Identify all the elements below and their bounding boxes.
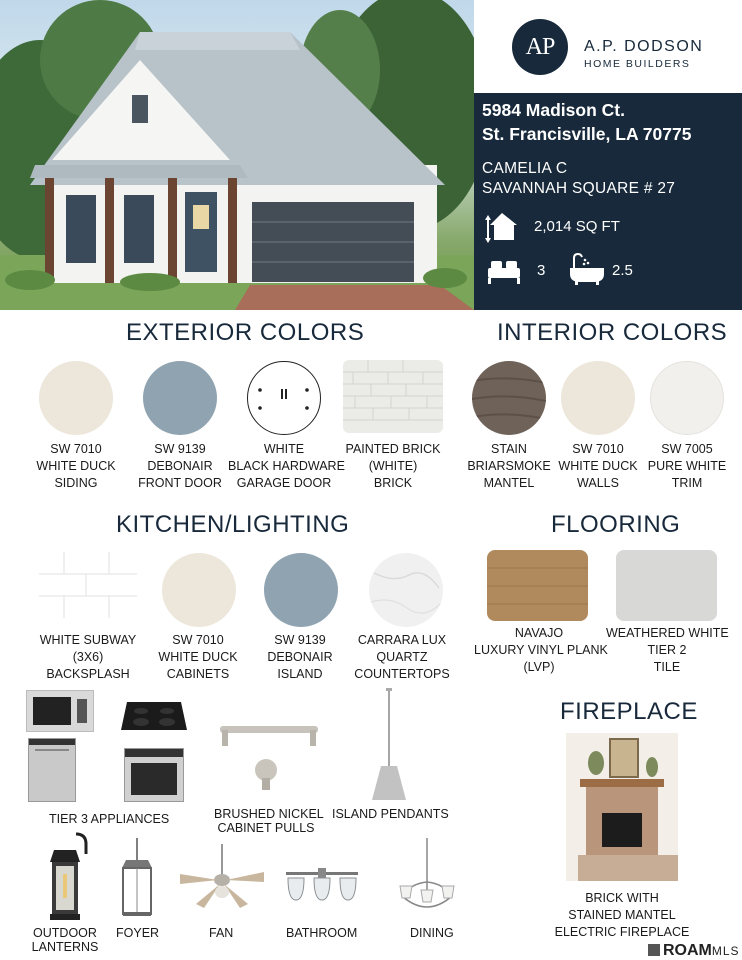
plan-name: CAMELIA C bbox=[482, 160, 568, 177]
label-countertops: CARRARA LUX QUARTZ COUNTERTOPS bbox=[354, 633, 450, 681]
flooring-title: FLOORING bbox=[551, 511, 681, 538]
label-walls: SW 7010 WHITE DUCK WALLS bbox=[558, 442, 638, 490]
swatch-debonair-front-door bbox=[143, 361, 217, 435]
house-illustration bbox=[0, 0, 474, 310]
mls-logo-icon bbox=[648, 944, 660, 956]
roam-mls-watermark: ROAMMLS bbox=[648, 942, 740, 960]
brand-logo: AP bbox=[512, 19, 568, 75]
label-front-door: SW 9139 DEBONAIR FRONT DOOR bbox=[138, 442, 222, 490]
swatch-briarsmoke-stain bbox=[472, 361, 546, 435]
lanterns-caption: OUTDOOR LANTERNS bbox=[31, 926, 99, 954]
interior-colors-title: INTERIOR COLORS bbox=[497, 319, 728, 346]
swatch-white-duck-siding bbox=[39, 361, 113, 435]
house-sqft-icon bbox=[484, 210, 520, 249]
cabinet-pull-icon bbox=[218, 720, 320, 748]
swatch-pure-white-trim bbox=[650, 361, 724, 435]
label-tile: WEATHERED WHITE TIER 2 TILE bbox=[606, 626, 729, 674]
label-lvp: NAVAJO LUXURY VINYL PLANK (LVP) bbox=[474, 626, 608, 674]
address-line-1: 5984 Madison Ct. bbox=[482, 100, 625, 120]
swatch-weathered-white-tile bbox=[616, 550, 717, 621]
dining-chandelier-icon bbox=[396, 838, 458, 918]
label-garage-door: WHITE BLACK HARDWARE GARAGE DOOR bbox=[228, 442, 345, 490]
fan-caption: FAN bbox=[209, 926, 234, 940]
dining-caption: DINING bbox=[410, 926, 454, 940]
swatch-carrara-quartz bbox=[369, 553, 443, 627]
house-photo bbox=[0, 0, 474, 310]
swatch-white-duck-cabinets bbox=[162, 553, 236, 627]
hardware-icon bbox=[248, 362, 319, 433]
label-brick: PAINTED BRICK (WHITE) BRICK bbox=[345, 442, 441, 490]
bathroom-caption: BATHROOM bbox=[286, 926, 358, 940]
bathtub-icon bbox=[568, 252, 606, 291]
appliances-caption: TIER 3 APPLIANCES bbox=[49, 812, 170, 826]
label-mantel: STAIN BRIARSMOKE MANTEL bbox=[467, 442, 551, 490]
bed-icon bbox=[486, 258, 522, 291]
wall-oven-icon bbox=[124, 748, 184, 802]
label-siding: SW 7010 WHITE DUCK SIDING bbox=[36, 442, 116, 490]
outdoor-lantern-icon bbox=[40, 832, 90, 924]
address-line-2: St. Francisville, LA 70775 bbox=[482, 124, 692, 144]
swatch-navajo-lvp bbox=[487, 550, 588, 621]
swatch-white-garage-door bbox=[247, 361, 321, 435]
pendant-light-icon bbox=[370, 688, 408, 802]
microwave-icon bbox=[26, 690, 94, 732]
pendants-caption: ISLAND PENDANTS bbox=[332, 807, 449, 821]
exterior-colors-title: EXTERIOR COLORS bbox=[126, 319, 365, 346]
foyer-caption: FOYER bbox=[116, 926, 160, 940]
kitchen-lighting-title: KITCHEN/LIGHTING bbox=[116, 511, 350, 538]
ceiling-fan-icon bbox=[178, 844, 266, 920]
dishwasher-icon bbox=[28, 738, 76, 802]
swatch-subway-tile bbox=[39, 552, 137, 618]
brand-name: A.P. DODSON bbox=[584, 38, 704, 55]
bedrooms-value: 3 bbox=[537, 262, 546, 279]
label-backsplash: WHITE SUBWAY (3X6) BACKSPLASH bbox=[39, 633, 137, 681]
fireplace-title: FIREPLACE bbox=[560, 698, 698, 725]
swatch-white-duck-walls bbox=[561, 361, 635, 435]
swatch-painted-brick bbox=[343, 360, 443, 433]
fireplace-photo bbox=[566, 733, 678, 881]
fireplace-caption: BRICK WITH STAINED MANTEL ELECTRIC FIREPLACE bbox=[554, 891, 690, 939]
sqft-value: 2,014 SQ FT bbox=[534, 218, 620, 235]
cabinet-knob-icon bbox=[250, 758, 282, 792]
swatch-debonair-island bbox=[264, 553, 338, 627]
brand-tagline: HOME BUILDERS bbox=[584, 58, 691, 70]
bathrooms-value: 2.5 bbox=[612, 262, 633, 279]
label-cabinets: SW 7010 WHITE DUCK CABINETS bbox=[158, 633, 238, 681]
bathroom-vanity-light-icon bbox=[282, 866, 362, 906]
pulls-caption: BRUSHED NICKEL CABINET PULLS bbox=[214, 807, 324, 835]
foyer-lantern-icon bbox=[118, 838, 156, 918]
label-trim: SW 7005 PURE WHITE TRIM bbox=[647, 442, 727, 490]
subdivision-name: SAVANNAH SQUARE # 27 bbox=[482, 180, 676, 197]
label-island: SW 9139 DEBONAIR ISLAND bbox=[267, 633, 333, 681]
cooktop-icon bbox=[121, 700, 187, 732]
